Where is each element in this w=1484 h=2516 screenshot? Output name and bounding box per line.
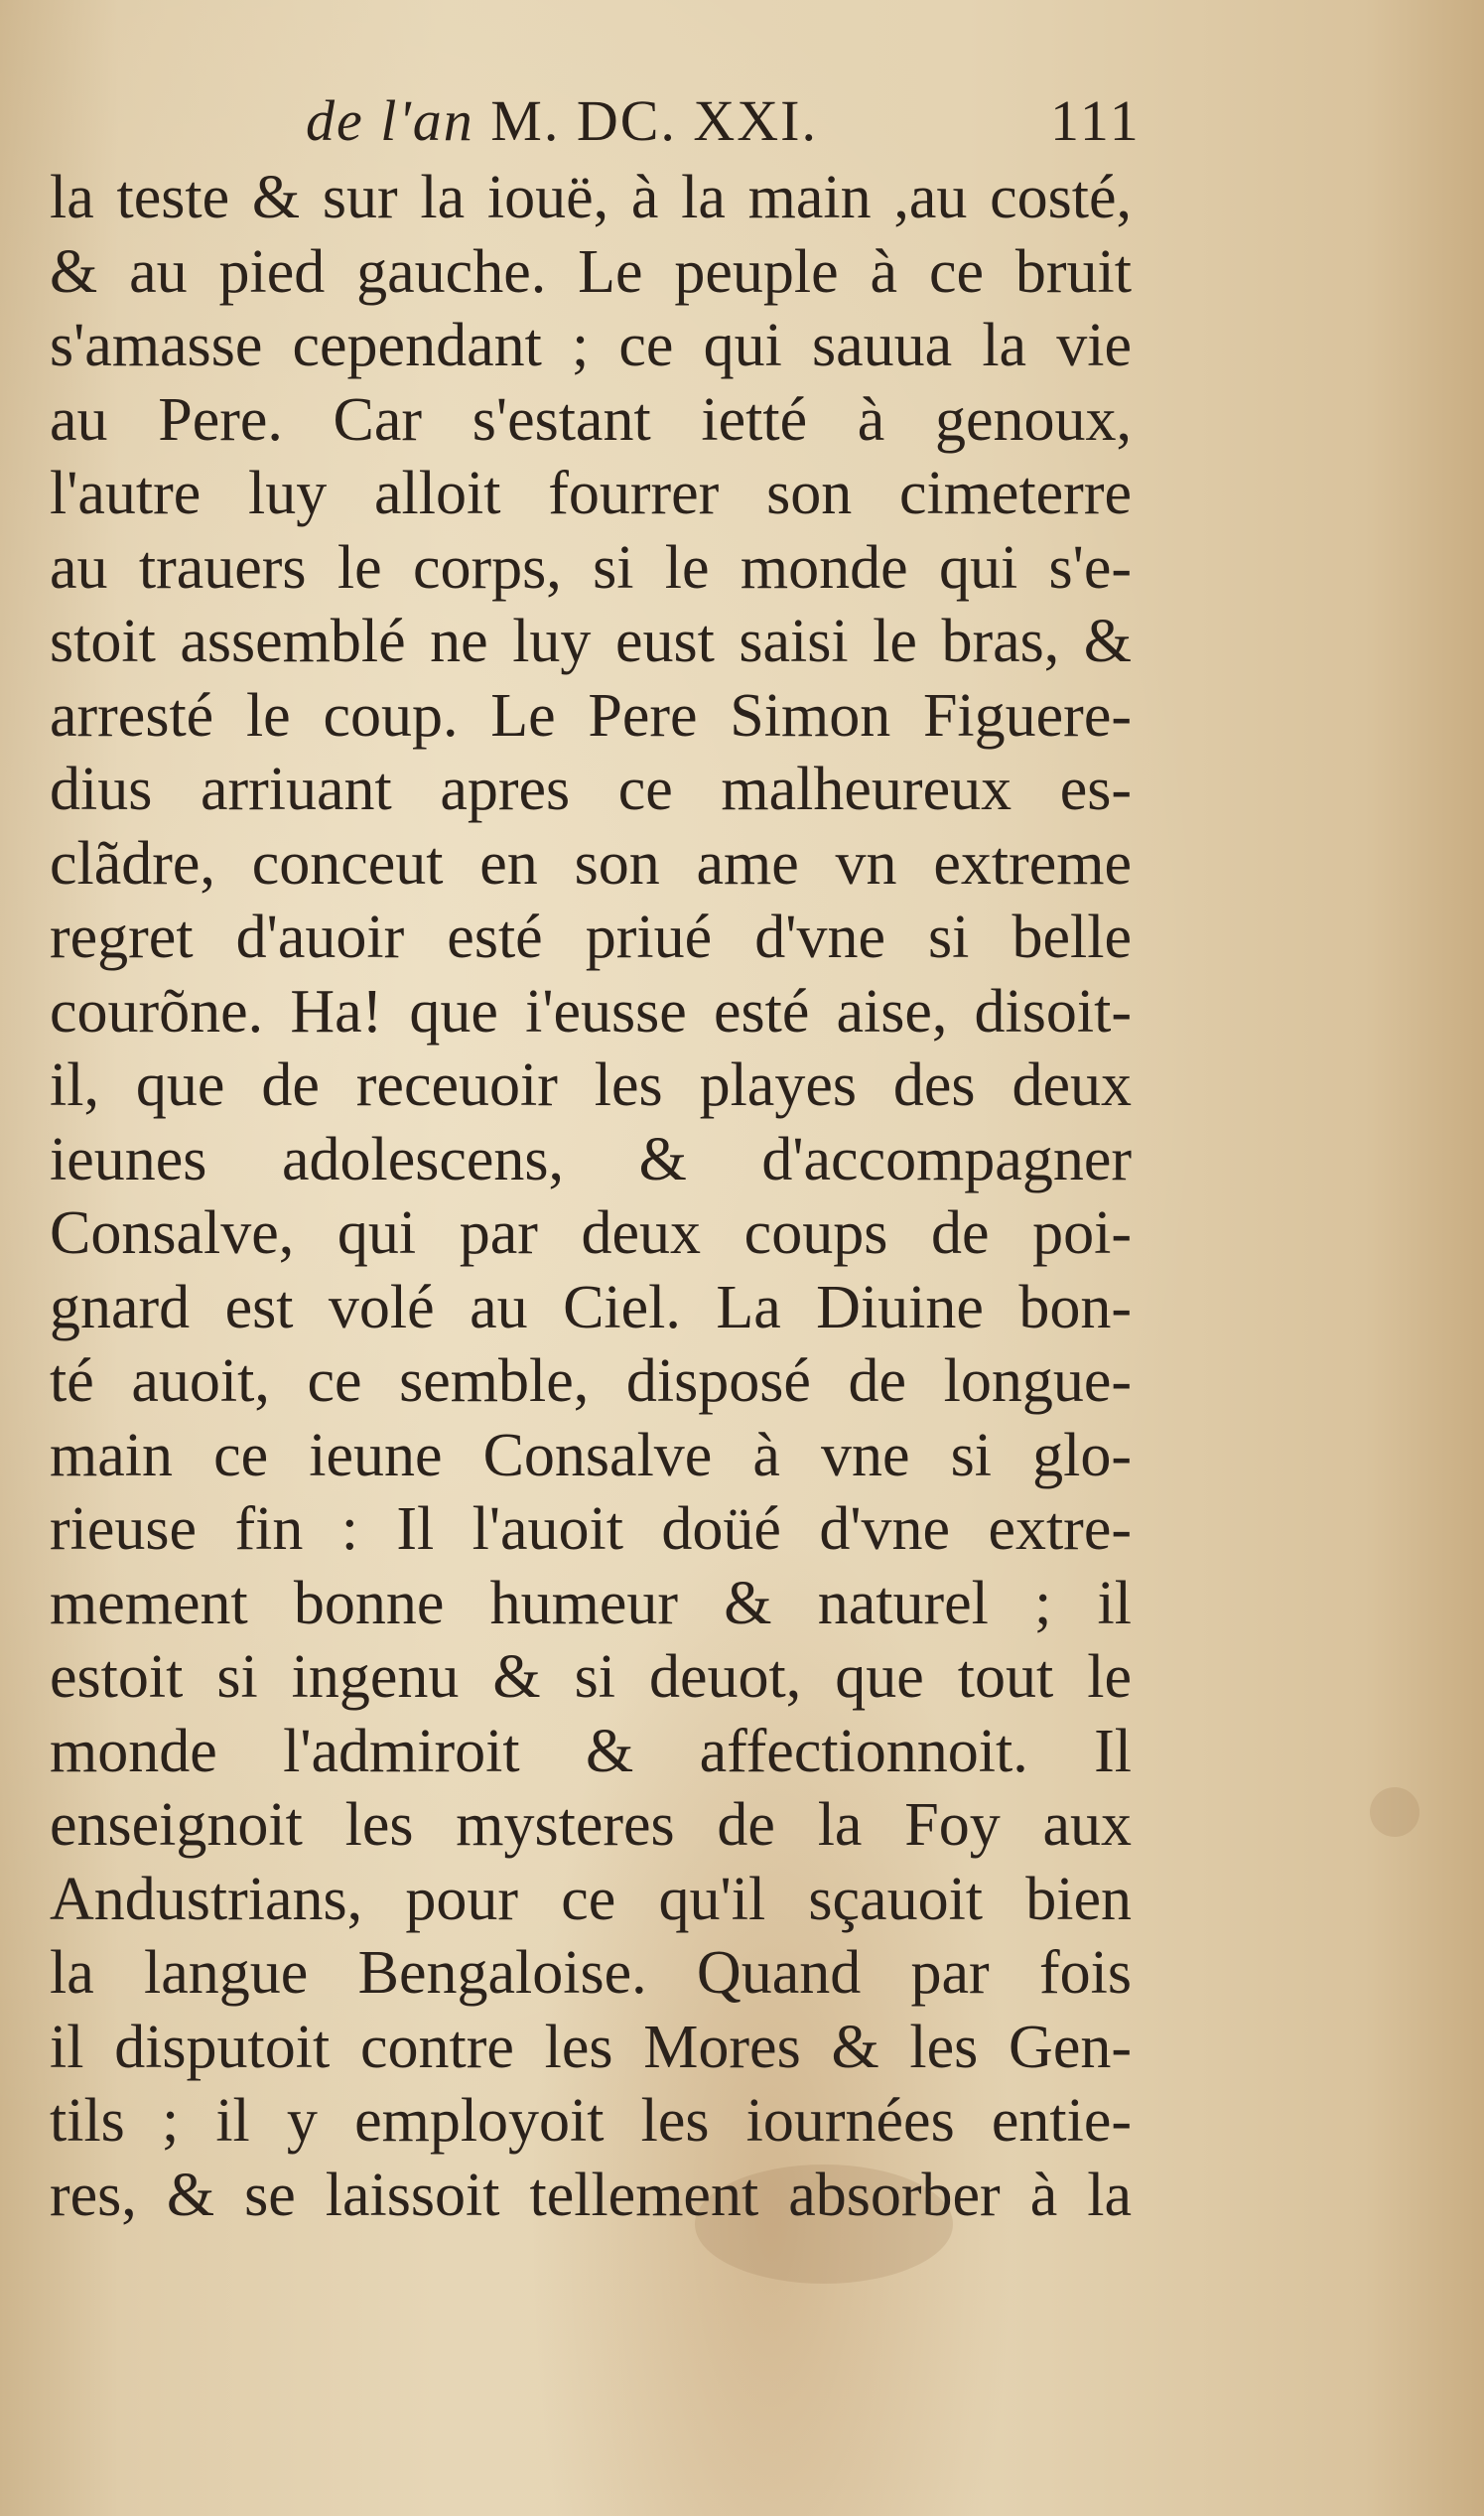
text-line: gnard est volé au Ciel. La Diuine bon-	[50, 1273, 1132, 1341]
text-line: clãdre, conceut en son ame vn extreme	[50, 829, 1132, 898]
text-line: s'amasse cependant ; ce qui sauua la vie	[50, 312, 1132, 379]
text-line: rieuse fin : Il l'auoit doüé d'vne extre-	[50, 1495, 1132, 1563]
text-line: té auoit, ce semble, disposé de longue-	[50, 1347, 1132, 1415]
text-line: regret d'auoir esté priué d'vne si belle	[50, 904, 1132, 971]
text-line: il disputoit contre les Mores & les Gen-	[50, 2013, 1132, 2081]
text-line: res, & se laissoit tellement absorber à la	[50, 2161, 1132, 2229]
paper-stain	[1370, 1787, 1419, 1837]
text-line: & au pied gauche. Le peuple à ce bruit	[50, 237, 1132, 306]
text-line: arresté le coup. Le Pere Simon Figuere-	[50, 681, 1132, 750]
running-title-year: M. DC. XXI.	[473, 88, 818, 153]
text-line: courõne. Ha! que i'eusse esté aise, disoit-	[50, 977, 1132, 1046]
text-line: estoit si ingenu & si deuot, que tout le	[50, 1643, 1132, 1711]
text-line: au trauers le corps, si le monde qui s'e-	[50, 533, 1132, 602]
text-line: enseignoit les mysteres de la Foy aux	[50, 1791, 1132, 1859]
text-line: Andustrians, pour ce qu'il sçauoit bien	[50, 1865, 1132, 1933]
text-line: Consalve, qui par deux coups de poi-	[50, 1199, 1132, 1267]
running-title-italic: de l'an	[306, 88, 474, 153]
text-line: mement bonne humeur & naturel ; il	[50, 1569, 1132, 1637]
text-line: monde l'admiroit & affectionnoit. Il	[50, 1717, 1132, 1785]
running-title	[306, 87, 818, 154]
page-header	[0, 87, 1484, 157]
text-line: la teste & sur la iouë, à la main ,au costé,	[50, 164, 1132, 231]
text-line: il, que de receuoir les playes des deux	[50, 1051, 1132, 1119]
text-line: dius arriuant apres ce malheureux es-	[50, 756, 1132, 823]
body-text	[50, 161, 1132, 2232]
text-line: tils ; il y employoit les iournées entie-	[50, 2087, 1132, 2155]
text-line: stoit assemblé ne luy eust saisi le bras, &	[50, 608, 1132, 675]
text-line: main ce ieune Consalve à vne si glo-	[50, 1421, 1132, 1489]
text-line: l'autre luy alloit fourrer son cimeterre	[50, 460, 1132, 527]
text-line: la langue Bengaloise. Quand par fois	[50, 1939, 1132, 2007]
text-line: au Pere. Car s'estant ietté à genoux,	[50, 385, 1132, 454]
text-line: ieunes adolescens, & d'accompagner	[50, 1125, 1132, 1193]
page-number: 111	[1050, 88, 1142, 153]
